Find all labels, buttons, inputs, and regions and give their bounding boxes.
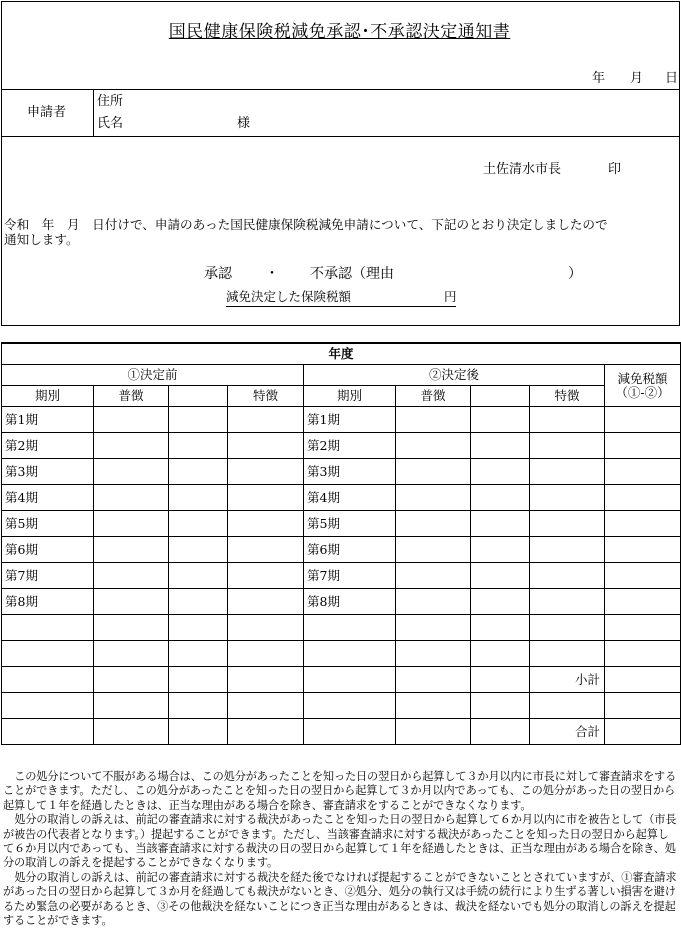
subtotal-label: 小計 bbox=[530, 667, 605, 693]
amount-cell bbox=[94, 563, 169, 589]
amount-cell bbox=[169, 537, 228, 563]
amount-cell bbox=[169, 511, 228, 537]
after-blank-col bbox=[471, 386, 530, 407]
amount-cell bbox=[471, 693, 530, 719]
amount-cell bbox=[605, 433, 681, 459]
amount-cell bbox=[396, 641, 471, 667]
amount-cell bbox=[94, 719, 169, 745]
amount-cell bbox=[396, 693, 471, 719]
amount-cell bbox=[94, 693, 169, 719]
amount-cell bbox=[396, 407, 471, 433]
amount-cell bbox=[396, 459, 471, 485]
amount-cell bbox=[396, 485, 471, 511]
amount-cell bbox=[228, 589, 304, 615]
amount-cell bbox=[605, 511, 681, 537]
issuer-seal: 印 bbox=[608, 162, 622, 177]
amount-cell bbox=[530, 511, 605, 537]
amount-cell bbox=[471, 433, 530, 459]
applicant-top-line bbox=[1, 89, 680, 90]
amount-cell bbox=[94, 615, 169, 641]
amount-cell bbox=[605, 693, 681, 719]
amount-cell bbox=[605, 485, 681, 511]
amount-cell bbox=[396, 719, 471, 745]
amount-cell bbox=[396, 589, 471, 615]
amount-cell bbox=[228, 563, 304, 589]
amount-cell bbox=[228, 667, 304, 693]
amount-cell bbox=[605, 641, 681, 667]
amount-cell bbox=[304, 693, 396, 719]
table-row bbox=[2, 407, 681, 433]
before-blank-col bbox=[169, 386, 228, 407]
after-period-cell: 第2期 bbox=[304, 433, 396, 459]
amount-cell bbox=[94, 433, 169, 459]
amount-cell bbox=[169, 615, 228, 641]
before-tokucho-col: 特徴 bbox=[228, 386, 304, 407]
note-paragraph-1: この処分について不服がある場合は、この処分があったことを知った日の翌日から起算して３か月以内に市長に対して審査請求をすることができます。ただし、この処分があったことを知った日の翌日から起算して３か月以内であっても、この処分があった日の翌日から起算して１年を経過したときは、正当な理由がある場合を除き、審査請求をすることができなくなります。 bbox=[3, 770, 677, 812]
table-row bbox=[2, 615, 681, 641]
amount-cell bbox=[94, 459, 169, 485]
amount-cell bbox=[228, 459, 304, 485]
amount-cell bbox=[228, 511, 304, 537]
after-period-cell: 第5期 bbox=[304, 511, 396, 537]
amount-cell bbox=[530, 537, 605, 563]
before-period-cell: 第2期 bbox=[2, 433, 94, 459]
amount-cell bbox=[169, 563, 228, 589]
amount-cell bbox=[471, 641, 530, 667]
amount-cell bbox=[228, 537, 304, 563]
decision-reason-close: ） bbox=[568, 266, 582, 282]
amount-cell bbox=[228, 407, 304, 433]
amount-cell bbox=[530, 563, 605, 589]
table-row bbox=[2, 641, 681, 667]
document-title: 国民健康保険税減免承認･不承認決定通知書 bbox=[168, 22, 511, 42]
amount-cell bbox=[605, 407, 681, 433]
amount-cell bbox=[605, 589, 681, 615]
before-period-cell: 第8期 bbox=[2, 589, 94, 615]
amount-cell bbox=[169, 485, 228, 511]
applicant-divider bbox=[93, 89, 94, 136]
amount-cell bbox=[169, 589, 228, 615]
amount-cell bbox=[530, 589, 605, 615]
amount-cell bbox=[2, 667, 94, 693]
reduced-amount-label: 減免決定した保険税額 bbox=[226, 289, 352, 304]
amount-cell bbox=[605, 667, 681, 693]
amount-cell bbox=[471, 485, 530, 511]
date-year-label: 年 bbox=[592, 71, 606, 86]
amount-cell bbox=[530, 407, 605, 433]
table-row bbox=[2, 693, 681, 719]
reduction-amount-label: 減免税額 bbox=[617, 370, 668, 386]
after-period-cell: 第8期 bbox=[304, 589, 396, 615]
amount-cell bbox=[94, 511, 169, 537]
decision-reject: 不承認（理由 bbox=[310, 266, 394, 282]
amount-cell bbox=[471, 537, 530, 563]
amount-cell bbox=[605, 459, 681, 485]
amount-cell bbox=[530, 693, 605, 719]
amount-cell bbox=[396, 667, 471, 693]
table-row bbox=[2, 459, 681, 485]
amount-cell bbox=[304, 719, 396, 745]
before-futsu-col: 普徴 bbox=[94, 386, 169, 407]
after-period-col: 期別 bbox=[304, 386, 396, 407]
amount-cell bbox=[228, 615, 304, 641]
table-row bbox=[2, 563, 681, 589]
amount-cell bbox=[304, 667, 396, 693]
amount-cell bbox=[94, 407, 169, 433]
notice-body-line1: 令和 年 月 日付けで、申請のあった国民健康保険税減免申請について、下記のとおり決定しましたので bbox=[4, 217, 608, 232]
amount-cell bbox=[228, 641, 304, 667]
amount-cell bbox=[530, 433, 605, 459]
amount-cell bbox=[605, 563, 681, 589]
before-decision-header: ①決定前 bbox=[2, 365, 304, 386]
after-period-cell: 第7期 bbox=[304, 563, 396, 589]
table-row bbox=[2, 433, 681, 459]
table-row bbox=[2, 667, 681, 693]
amount-cell bbox=[471, 563, 530, 589]
amount-cell bbox=[228, 693, 304, 719]
issuer-name: 土佐清水市長 bbox=[483, 162, 562, 177]
note-paragraph-2: 処分の取消しの訴えは、前記の審査請求に対する裁決があったことを知った日の翌日から起算して６か月以内に市を被告として（市長が被告の代表者となります。）提起することができます。ただし、当該審査請求に対する裁決があったことを知った日の翌日から起算して６か月以内であっても、当該審査請求に対する裁決の日の翌日から起算して１年を経過したときは、正当な理由がある場合を除き、処分の取消しの訴えを提起することができなくなります。 bbox=[3, 813, 677, 870]
appeal-notes bbox=[3, 770, 679, 928]
before-period-col: 期別 bbox=[2, 386, 94, 407]
amount-cell bbox=[94, 589, 169, 615]
amount-cell bbox=[530, 641, 605, 667]
amount-cell bbox=[605, 615, 681, 641]
amount-cell bbox=[2, 693, 94, 719]
before-period-cell: 第5期 bbox=[2, 511, 94, 537]
amount-cell bbox=[169, 407, 228, 433]
amount-cell bbox=[2, 719, 94, 745]
reduction-amount-formula: （①-②） bbox=[615, 384, 670, 400]
reduction-amount-header bbox=[605, 365, 681, 407]
date-day-label: 日 bbox=[665, 71, 679, 86]
before-period-cell: 第3期 bbox=[2, 459, 94, 485]
amount-cell bbox=[396, 433, 471, 459]
applicant-bottom-line bbox=[1, 136, 680, 137]
amount-cell bbox=[471, 407, 530, 433]
note-paragraph-3: 処分の取消しの訴えは、前記の審査請求に対する裁決を経た後でなければ提起することができないこととされていますが、①審査請求があった日の翌日から起算して３か月を経過しても裁決がないとき、②処分、処分の執行又は手続の続行により生ずる著しい損害を避けるため緊急の必要があるとき、③その他裁決を経ないことにつき正当な理由があるときは、裁決を経ないでも処分の取消しの訴えを提起することができます。 bbox=[3, 870, 677, 928]
table-row bbox=[2, 719, 681, 745]
before-period-cell: 第6期 bbox=[2, 537, 94, 563]
amount-cell bbox=[94, 641, 169, 667]
notice-body-line2: 通知します。 bbox=[4, 232, 79, 247]
amount-cell bbox=[471, 615, 530, 641]
table-row bbox=[2, 511, 681, 537]
amount-cell bbox=[94, 485, 169, 511]
tax-period-table bbox=[1, 342, 681, 745]
amount-cell bbox=[396, 615, 471, 641]
table-row bbox=[2, 485, 681, 511]
amount-cell bbox=[471, 459, 530, 485]
amount-cell bbox=[471, 667, 530, 693]
amount-cell bbox=[471, 511, 530, 537]
amount-cell bbox=[304, 615, 396, 641]
total-label: 合計 bbox=[530, 719, 605, 745]
after-period-cell: 第4期 bbox=[304, 485, 396, 511]
after-period-cell: 第6期 bbox=[304, 537, 396, 563]
date-month-label: 月 bbox=[630, 71, 644, 86]
amount-cell bbox=[169, 693, 228, 719]
before-period-cell: 第1期 bbox=[2, 407, 94, 433]
amount-cell bbox=[471, 589, 530, 615]
amount-cell bbox=[228, 433, 304, 459]
amount-cell bbox=[530, 615, 605, 641]
name-label: 氏名 bbox=[97, 116, 124, 131]
amount-cell bbox=[605, 537, 681, 563]
address-label: 住所 bbox=[97, 94, 124, 109]
amount-cell bbox=[2, 641, 94, 667]
amount-cell bbox=[605, 719, 681, 745]
amount-cell bbox=[530, 485, 605, 511]
amount-cell bbox=[169, 433, 228, 459]
amount-cell bbox=[396, 537, 471, 563]
amount-cell bbox=[94, 667, 169, 693]
after-decision-header: ②決定後 bbox=[304, 365, 605, 386]
table-row bbox=[2, 537, 681, 563]
before-period-cell: 第7期 bbox=[2, 563, 94, 589]
table-body bbox=[2, 407, 681, 745]
amount-cell bbox=[396, 511, 471, 537]
amount-cell bbox=[169, 641, 228, 667]
table-row bbox=[2, 589, 681, 615]
after-period-cell: 第3期 bbox=[304, 459, 396, 485]
after-tokucho-col: 特徴 bbox=[530, 386, 605, 407]
after-period-cell: 第1期 bbox=[304, 407, 396, 433]
amount-cell bbox=[304, 641, 396, 667]
amount-cell bbox=[228, 719, 304, 745]
amount-cell bbox=[530, 459, 605, 485]
applicant-label: 申請者 bbox=[27, 105, 67, 120]
fiscal-year-header: 年度 bbox=[2, 343, 681, 365]
decision-approve: 承認 bbox=[204, 266, 232, 282]
reduced-amount-unit: 円 bbox=[444, 289, 457, 304]
amount-cell bbox=[169, 667, 228, 693]
amount-cell bbox=[94, 537, 169, 563]
before-period-cell: 第4期 bbox=[2, 485, 94, 511]
amount-cell bbox=[471, 719, 530, 745]
amount-cell bbox=[396, 563, 471, 589]
amount-cell bbox=[228, 485, 304, 511]
amount-cell bbox=[169, 459, 228, 485]
decision-separator: ・ bbox=[265, 266, 279, 282]
honorific-label: 様 bbox=[237, 116, 251, 131]
amount-cell bbox=[169, 719, 228, 745]
after-futsu-col: 普徴 bbox=[396, 386, 471, 407]
amount-cell bbox=[2, 615, 94, 641]
reduced-amount-underline bbox=[226, 306, 456, 307]
